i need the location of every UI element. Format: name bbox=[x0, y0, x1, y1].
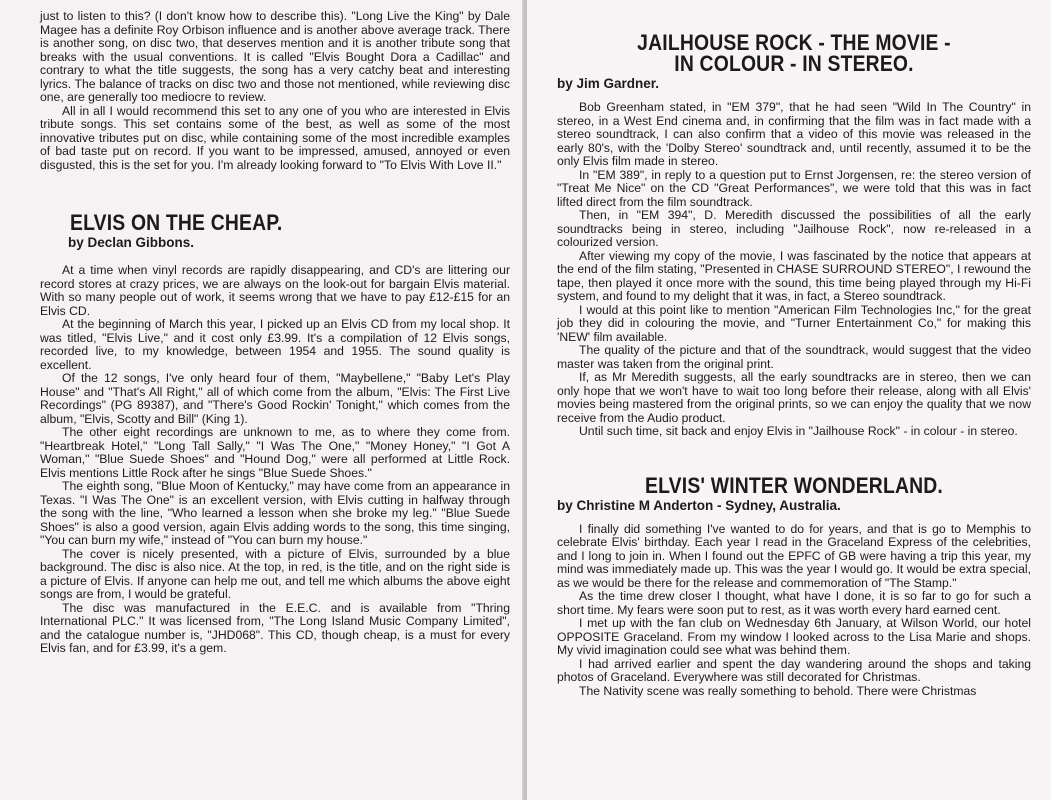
jailhouse-rock-article bbox=[557, 32, 1031, 439]
article-paragraph: The cover is nicely presented, with a picture of Elvis, surrounded by a blue background. The disc is also nice. At the top, in red, is the title, and on the right side is a picture of Elvis. If anyone can help me out, and tell me which albums the above eight songs are from, I would be grateful. bbox=[40, 546, 510, 601]
article-paragraph: I met up with the fan club on Wednesday 6th January, at Wilson World, our hotel OPPOSITE Graceland. From my window I looked across to the Lisa Marie and shops. My vivid imagination could see what was behind them. bbox=[557, 616, 1031, 657]
article-title: ELVIS ON THE CHEAP. bbox=[70, 210, 283, 235]
article-paragraph: In "EM 389", in reply to a question put to Ernst Jorgensen, re: the stereo version of "Treat Me Nice" on the CD "Great Performances", we were told that this was in fact lifted direct from the film soundtrack. bbox=[557, 167, 1031, 209]
article-paragraph: Until such time, sit back and enjoy Elvis in "Jailhouse Rock" - in colour - in stereo. bbox=[579, 424, 1018, 438]
left-page bbox=[0, 0, 524, 800]
intro-paragraph-1: just to listen to this? (I don't know how to describe this). "Long Live the King" by Dale Magee has a definite Roy Orbison influence and is another above average track. There is another song, on disc two, that deserves mention and it is another tribute song that breaks with the usual conventions. It is called "Elvis Bought Dora a Cadillac" and contrary to what the title suggests, the song has a very catchy beat and interesting lyrics. The balance of tracks on disc two and those not mentioned, while reviewing disc one, are generally too mediocre to review. bbox=[40, 9, 510, 104]
article-paragraph: Bob Greenham stated, in "EM 379", that he had seen "Wild In The Country" in stereo, in a West End cinema and, in confirming that the film was in fact made with a stereo soundtrack, I can also confirm that a video of this movie was released in the early 80's, with the 'Dolby Stereo' soundtrack and, until recently, assumed it to be the only Elvis film made in stereo. bbox=[557, 100, 1031, 168]
article-title-line-1: JAILHOUSE ROCK - THE MOVIE - bbox=[637, 30, 951, 55]
article-paragraph: I finally did something I've wanted to do for years, and that is go to Memphis to celebrate Elvis' birthday. Each year I read in the Graceland Express of the celebrities, and I long to join in. When I found out the EPFC of GB were having a trip this year, my mind was immediately made up. This was the year I would go. It would be extra special, as we would be there for the release and commemoration of "The Stamp." bbox=[557, 521, 1031, 590]
article-paragraph: As the time drew closer I thought, what have I done, it is so far to go for such a short time. My fears were soon put to rest, as it was worth every hard earned cent. bbox=[557, 589, 1031, 617]
article-paragraph: The disc was manufactured in the E.E.C. and is available from "Thring International PLC." It was licensed from, "The Long Island Music Company Limited", and the catalogue number is, "JHD068". This CD, though cheap, is a must for every Elvis fan, and for £3.99, it's a gem. bbox=[40, 600, 510, 655]
article-paragraph: At the beginning of March this year, I picked up an Elvis CD from my local shop. It was titled, "Elvis Live," and it cost only £3.99. It's a compilation of 12 Elvis songs, recorded live, to my knowledge, between 1954 and 1955. The sound quality is excellent. bbox=[40, 317, 510, 372]
article-byline: by Christine M Anderton - Sydney, Australia. bbox=[557, 497, 841, 513]
article-title-line-2: IN COLOUR - IN STEREO. bbox=[674, 51, 914, 76]
article-byline: by Declan Gibbons. bbox=[68, 235, 195, 250]
article-paragraph: At a time when vinyl records are rapidly disappearing, and CD's are littering our record stores at crazy prices, we are always on the look-out for bargain Elvis material. With so many people out of work, it seems wrong that we have to pay £12-£15 for an Elvis CD. bbox=[40, 263, 510, 318]
winter-wonderland-article bbox=[557, 472, 1031, 699]
elvis-on-the-cheap-article bbox=[40, 212, 510, 656]
article-paragraph: I would at this point like to mention "American Film Technologies Inc," for the great job they did in colouring the movie, and "Turner Entertainment Co," for making this 'NEW' film available. bbox=[557, 302, 1031, 344]
article-byline: by Jim Gardner. bbox=[557, 76, 660, 91]
article-paragraph: Then, in "EM 394", D. Meredith discussed the possibilities of all the early soundtracks being in stereo, including "Jailhouse Rock", now re-released in a colourized version. bbox=[557, 208, 1031, 249]
article-paragraph: The other eight recordings are unknown to me, as to where they come from. "Heartbreak Hotel," "Long Tall Sally," "I Was The One," "Money Honey," "I Got A Woman," "Blue Suede Shoes" and "Hound Dog," were all performed at Little Rock. Elvis mentions Little Rock after he sings "Blue Suede Shoes." bbox=[40, 425, 510, 480]
article-paragraph: Of the 12 songs, I've only heard four of them, "Maybellene," "Baby Let's Play House" and "That's All Right," all of which come from the album, "Elvis: The First Live Recordings" (PG 89387), and "There's Good Rockin' Tonight," which comes from the album, "Elvis, Scotty and Bill" (King 1). bbox=[40, 371, 510, 426]
article-paragraph: After viewing my copy of the movie, I was fascinated by the notice that appears at the end of the film stating, "Presented in CHASE SURROUND STEREO", I rewound the tape, then played it once more with the sound, this time being played through my Hi-Fi system, and found to my delight that it was, in fact, a Stereo soundtrack. bbox=[557, 248, 1031, 303]
intro-text bbox=[40, 10, 510, 172]
article-paragraph: If, as Mr Meredith suggests, all the early soundtracks are in stereo, then we can only hope that we won't have to wait too long before their release, along with all Elvis' movies being mastered from the original prints, so we can enjoy the quality that we now receive from the Audio product. bbox=[557, 370, 1031, 425]
article-paragraph: The eighth song, "Blue Moon of Kentucky," may have come from an appearance in Texas. "I Was The One" is an excellent version, with Elvis cutting in halfway through the song with the line, "Who learned a lesson when she broke my leg." "Blue Suede Shoes" is also a good version, again Elvis adding words to the song, this time singing, "You can burn my wife," instead of "You can burn my house." bbox=[40, 479, 510, 547]
article-paragraph: The quality of the picture and that of the soundtrack, would suggest that the video master was taken from the original print. bbox=[557, 343, 1031, 371]
article-paragraph: I had arrived earlier and spent the day wandering around the shops and taking photos of Graceland. Everywhere was still decorated for Christmas. bbox=[557, 656, 1031, 684]
right-page bbox=[527, 0, 1051, 800]
article-paragraph: The Nativity scene was really something to behold. There were Christmas bbox=[579, 683, 977, 698]
article-title: ELVIS' WINTER WONDERLAND. bbox=[645, 472, 943, 498]
intro-paragraph-2: All in all I would recommend this set to any one of you who are interested in Elvis tribute songs. This set contains some of the best, as well as some of the most innovative tributes put on disc, while containing some of the most incredible examples of bad taste put on record. If you want to be impressed, amused, annoyed or even disgusted, this is the set for you. I'm already looking forward to "To Elvis With Love II." bbox=[40, 103, 510, 172]
